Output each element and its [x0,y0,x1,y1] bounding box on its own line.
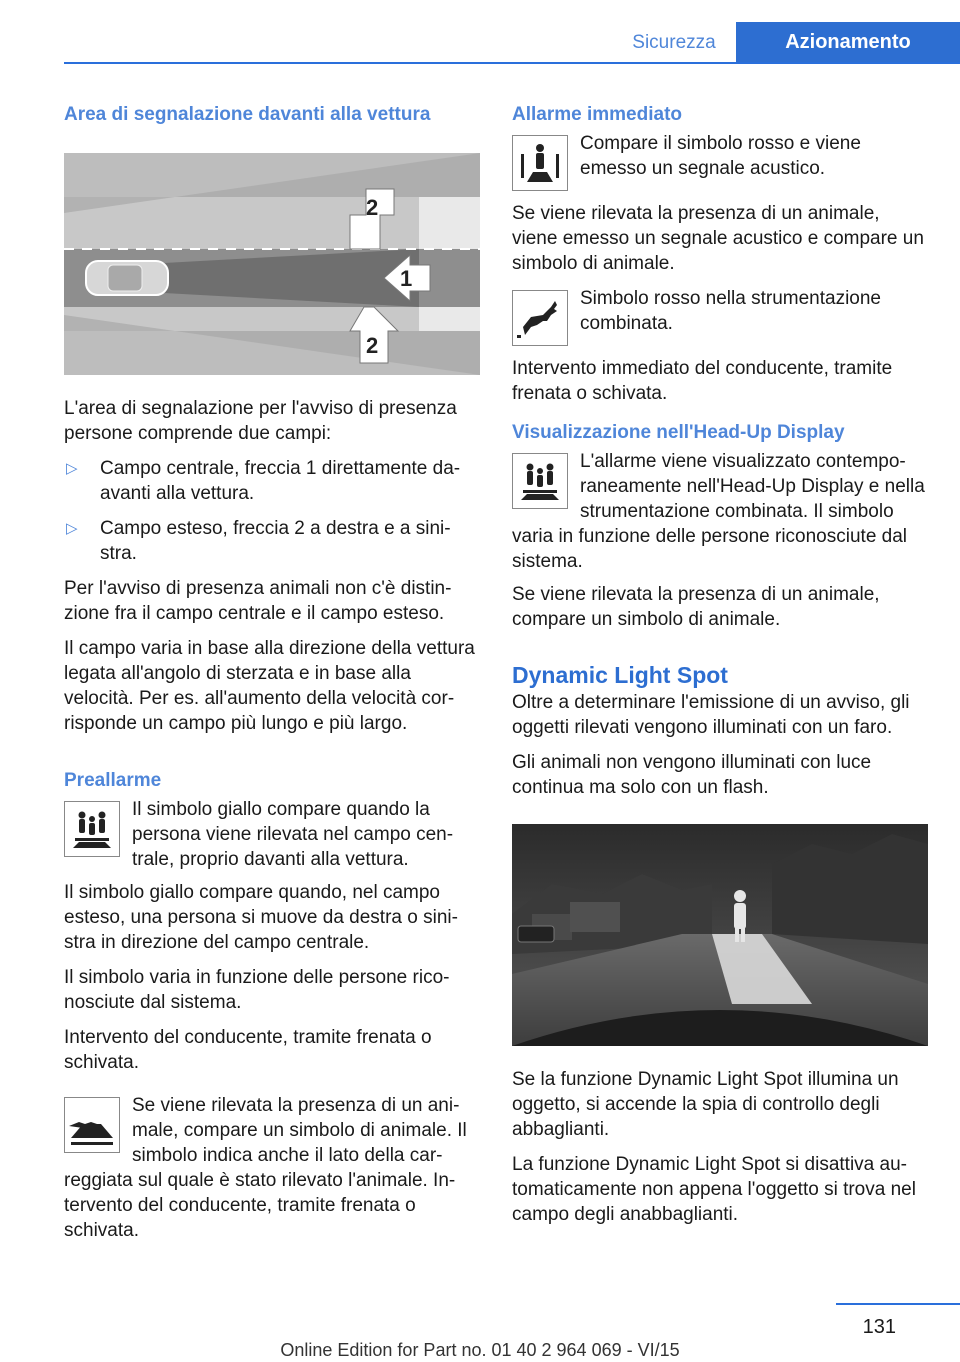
paragraph: Se la funzione Dynamic Light Spot illumina un oggetto, si accende la spia di controllo degli abbaglianti. [512,1069,899,1140]
paragraph: Il simbolo giallo compare quando, nel campo esteso, una persona si muove da destra o sinistra in direzione del campo centrale. [64,882,458,953]
paragraph: Oltre a determinare l'emissione di un avviso, gli oggetti rilevati vengono illuminati con un faro. [512,692,910,738]
paragraph: Intervento del conducente, tramite frenata o schivata. [64,1027,432,1073]
paragraph: Intervento immediato del conducente, tramite frenata o schivata. [512,358,893,404]
hud-people-icon [512,453,568,509]
people-warning-icon [64,801,120,857]
page-number: 131 [862,1316,896,1338]
arrow-2-bottom-label: 2 [366,333,379,358]
animal-warning-icon [64,1097,120,1153]
section-heading-area: Area di segnalazione davanti alla vettura [64,104,431,125]
icon-caption: L'allarme viene visualizzato contemporaneamente nell'Head-Up Display e nella strumentazione combinata. Il simbolo varia in funzione delle persone riconosciute dal sistema. [512,451,925,572]
deer-block [512,286,928,346]
deer-icon [512,290,568,346]
bullet-marker: ▷ [66,460,78,477]
allarme-heading: Allarme immediato [512,104,682,125]
tab-sicurezza[interactable]: Sicurezza [632,32,716,53]
person-alert-icon [512,135,568,191]
tab-azionamento[interactable]: Azionamento [736,22,960,62]
list-item-text: Campo esteso, freccia 2 a destra e a sinistra. [100,518,451,564]
left-column [64,102,480,1243]
allarme-block [512,131,928,191]
icon-caption: Se viene rilevata la presenza di un animale, compare un simbolo di animale. Il simbolo indica anche il lato della carreggiata sul quale è stato rilevato l'animale. Intervento del conducente, tramite frenata o schivata. [64,1095,467,1241]
icon-caption: Il simbolo giallo compare quando la persona viene rilevata nel campo centrale, proprio davanti alla vettura. [132,799,454,870]
arrow-2-top-label: 2 [366,195,379,220]
paragraph: Se viene rilevata la presenza di un animale, compare un simbolo di animale. [512,584,880,630]
list-item [64,516,480,566]
paragraph: Se viene rilevata la presenza di un animale, viene emesso un segnale acustico e compare un simbolo di animale. [512,203,924,274]
hud-heading: Visualizzazione nell'Head-Up Display [512,422,845,443]
arrow-1-label: 1 [400,266,413,291]
paragraph: Il simbolo varia in funzione delle persone riconosciute dal sistema. [64,967,450,1013]
preallarme-heading: Preallarme [64,770,162,791]
right-column [512,102,928,1237]
dls-heading: Dynamic Light Spot [512,662,728,688]
car-icon [86,261,168,295]
paragraph: Gli animali non vengono illuminati con luce continua ma solo con un flash. [512,752,872,798]
footer-rule [836,1303,960,1305]
paragraph: Per l'avviso di presenza animali non c'è distinzione fra il campo centrale e il campo esteso. [64,578,452,624]
list-item-text: Campo centrale, freccia 1 direttamente daavanti alla vettura. [100,458,461,504]
hud-block [512,449,928,574]
preallarme-block [64,797,480,872]
icon-caption: Compare il simbolo rosso e viene emesso un segnale acustico. [580,133,861,179]
animal-block [64,1093,480,1243]
paragraph: Il campo varia in base alla direzione della vettura legata all'angolo di sterzata e in base alla velocità. Per es. all'aumento della velocità corrisponde un campo più lungo e più largo. [64,638,475,734]
footer-edition: Online Edition for Part no. 01 40 2 964 069 - VI/15 [280,1340,680,1360]
list-item [64,456,480,506]
header-rule [64,62,960,64]
warning-area-diagram [64,153,480,375]
bullet-marker: ▷ [66,520,78,537]
paragraph: La funzione Dynamic Light Spot si disattiva automaticamente non appena l'oggetto si trova nel campo degli anabbaglianti. [512,1154,916,1225]
icon-caption: Simbolo rosso nella strumentazione combinata. [580,288,881,334]
dynamic-light-spot-photo [512,824,928,1046]
paragraph: L'area di segnalazione per l'avviso di presenza persone comprende due campi: [64,398,457,444]
